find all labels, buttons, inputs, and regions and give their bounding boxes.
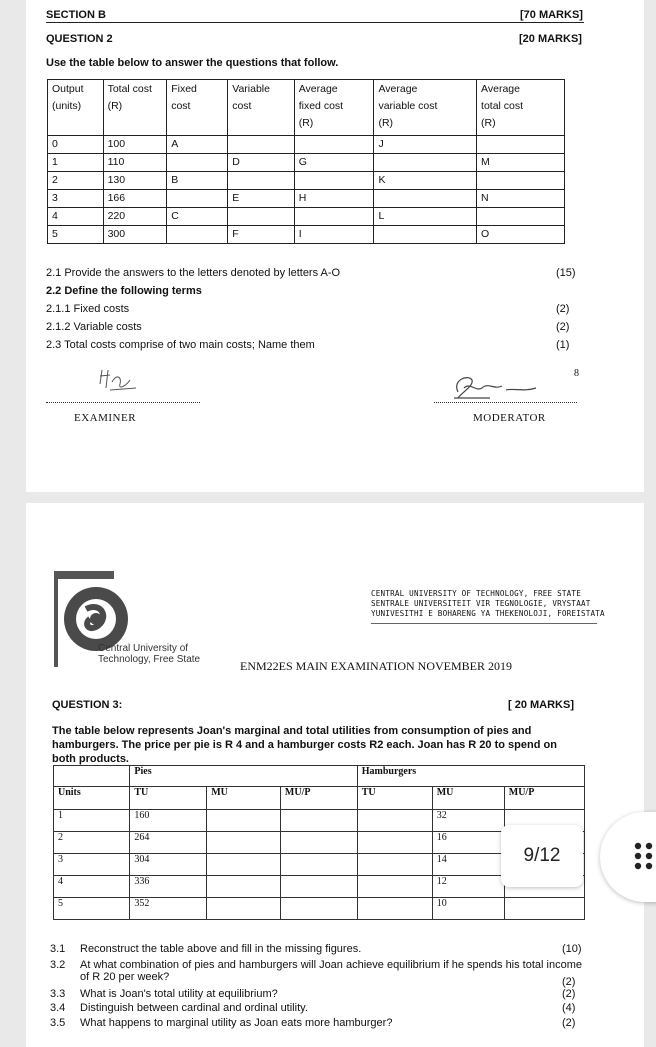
examiner-label: EXAMINER — [74, 412, 137, 424]
utility-table-cell: 10 — [432, 898, 504, 920]
examiner-signature — [96, 366, 146, 394]
header-line: Fixed — [171, 83, 197, 95]
utility-table-cell — [280, 810, 357, 832]
cost-table-cell: 5 — [48, 226, 104, 244]
utility-table-cell — [280, 876, 357, 898]
cost-table-cell: J — [374, 136, 477, 154]
question-2-item-text: 2.1.2 Variable costs — [46, 321, 142, 333]
question-3-item-text: What is Joan's total utility at equilibrium? — [80, 988, 278, 1000]
cost-table-cell: L — [374, 208, 477, 226]
question-2-item-marks: (2) — [556, 303, 570, 315]
cost-table-cell: M — [477, 154, 565, 172]
question-2-item-marks: (15) — [556, 267, 576, 279]
header-line: cost — [232, 100, 252, 112]
utility-table-cell: 3 — [54, 854, 130, 876]
cost-table-cell — [477, 208, 565, 226]
cost-table-cell: F — [228, 226, 295, 244]
question-3-item-marks: (2) — [562, 1017, 576, 1029]
utility-table-cell — [357, 854, 432, 876]
cost-table-cell: G — [294, 154, 374, 172]
cost-table-cell — [374, 154, 477, 172]
header-line: (R) — [107, 100, 123, 112]
cost-table-row — [48, 154, 565, 172]
cost-table — [47, 79, 565, 244]
cost-table-cell: O — [477, 226, 565, 244]
question-3-title: QUESTION 3: — [52, 699, 123, 711]
cost-table-row — [48, 208, 565, 226]
moderator-line — [434, 402, 577, 403]
cost-table-cell: B — [167, 172, 228, 190]
question-3-item-marks: (10) — [562, 943, 582, 955]
university-name — [371, 589, 605, 619]
question-3-item-number: 3.1 — [50, 943, 66, 955]
utility-table-cell — [504, 898, 584, 920]
header-line: Total cost — [107, 83, 152, 95]
document-page-1 — [26, 0, 644, 492]
utility-table-header-cell: MU/P — [280, 787, 357, 810]
moderator-signature — [450, 370, 554, 402]
utility-table-cell — [207, 832, 281, 854]
header-line: fixed cost — [298, 100, 344, 112]
cost-table-cell: 1 — [48, 154, 104, 172]
section-title: SECTION B — [46, 9, 106, 21]
cost-table-cell: 110 — [103, 154, 167, 172]
utility-table-cell: 304 — [130, 854, 207, 876]
utility-table-header-cell: TU — [357, 787, 432, 810]
utility-table-cell: 2 — [54, 832, 130, 854]
question-2-item-marks: (2) — [556, 321, 570, 333]
header-line: (R) — [298, 117, 314, 129]
header-line: total cost — [481, 100, 524, 112]
question-3-item-marks: (4) — [562, 1002, 576, 1014]
cost-table-cell: D — [228, 154, 295, 172]
utility-table-cell — [280, 854, 357, 876]
utility-table-cell — [280, 898, 357, 920]
hamburgers-group-header: Hamburgers — [357, 766, 584, 787]
header-line: Variable — [232, 83, 270, 95]
utility-table-cell: 160 — [130, 810, 207, 832]
header-line: Average — [481, 83, 520, 95]
cost-table-header-cell — [228, 80, 295, 136]
cost-table-cell: A — [167, 136, 228, 154]
question-3-item-text: At what combination of pies and hamburgers will Joan achieve equilibrium if he spends his total income of R 20 per week? — [80, 959, 582, 983]
question-2-item-text: 2.1.1 Fixed costs — [46, 303, 130, 315]
university-name-en: CENTRAL UNIVERSITY OF TECHNOLOGY, FREE STATE — [371, 589, 581, 598]
header-line: (R) — [481, 117, 496, 129]
question-3-marks: [ 20 MARKS] — [508, 699, 575, 711]
cost-table-cell: 3 — [48, 190, 104, 208]
utility-table-cell — [357, 810, 432, 832]
cost-table-header-cell — [477, 80, 565, 136]
grid-dots-icon — [634, 842, 654, 872]
page-number: 8 — [574, 368, 579, 379]
header-line: (units) — [52, 100, 82, 112]
utility-table-cell: 16 — [432, 832, 504, 854]
question-2-item-text: 2.1 Provide the answers to the letters denoted by letters A-O — [46, 267, 341, 279]
utility-table-cell: 32 — [432, 810, 504, 832]
cost-table-cell — [167, 226, 228, 244]
cost-table-cell — [477, 136, 565, 154]
utility-table-cell — [357, 876, 432, 898]
logo-caption — [98, 643, 200, 665]
cost-table-cell — [294, 208, 374, 226]
header-line: Output — [52, 83, 84, 95]
question-3-item-text: Reconstruct the table above and fill in the missing figures. — [80, 943, 362, 955]
utility-table-header-cell: MU — [207, 787, 281, 810]
utility-table-cell: 352 — [130, 898, 207, 920]
cost-table-cell: I — [294, 226, 374, 244]
section-underline — [46, 22, 584, 23]
utility-table-cell: 1 — [54, 810, 130, 832]
question-3-intro: The table below represents Joan's marginal and total utilities from consumption of pies and hamburgers. The price per pie is R 4 and a hamburger costs R2 each. Joan has R 20 to spend on both products. — [52, 725, 557, 765]
section-marks: [70 MARKS] — [520, 9, 583, 21]
question-3-item-number: 3.3 — [50, 988, 66, 1000]
cost-table-cell: 300 — [103, 226, 167, 244]
question-2-item-marks: (1) — [556, 339, 570, 351]
cost-table-cell: H — [294, 190, 374, 208]
cost-table-cell — [294, 136, 374, 154]
question-3-item-number: 3.4 — [50, 1002, 66, 1014]
cost-table-cell: 4 — [48, 208, 104, 226]
question-2-item-text: 2.3 Total costs comprise of two main costs; Name them — [46, 339, 315, 351]
cost-table-cell: C — [167, 208, 228, 226]
utility-table-cell — [207, 810, 281, 832]
header-line: Average — [378, 83, 418, 95]
cost-table-row — [48, 136, 565, 154]
cost-table-cell: 166 — [103, 190, 167, 208]
question-3-item-number: 3.5 — [50, 1017, 66, 1029]
cost-table-row — [48, 226, 565, 244]
utility-table-header-cell: TU — [130, 787, 207, 810]
page-indicator: 9/12 — [501, 825, 583, 887]
university-name-af: SENTRALE UNIVERSITEIT VIR TEGNOLOGIE, VRYSTAAT — [371, 599, 591, 608]
exam-title: ENM22ES MAIN EXAMINATION NOVEMBER 2019 — [240, 659, 512, 673]
cost-table-cell — [294, 172, 374, 190]
cost-table-row — [48, 190, 565, 208]
utility-table-header-row — [54, 787, 585, 810]
cost-table-header-cell — [48, 80, 104, 136]
question-3-item-number: 3.2 — [50, 959, 66, 971]
utility-table-group-row — [54, 766, 585, 787]
cost-table-cell — [167, 190, 228, 208]
header-line: cost — [171, 100, 191, 112]
utility-table-cell: 4 — [54, 876, 130, 898]
cost-table-cell — [228, 208, 295, 226]
cost-table-header-row — [48, 80, 565, 136]
document-page-2 — [26, 503, 644, 1047]
cost-table-cell — [228, 172, 295, 190]
question-3-item-text: Distinguish between cardinal and ordinal utility. — [80, 1002, 308, 1014]
cost-table-cell: E — [228, 190, 295, 208]
examiner-line — [46, 402, 200, 403]
question-2-instruction: Use the table below to answer the questions that follow. — [46, 57, 339, 69]
question-2-marks: [20 MARKS] — [519, 33, 582, 45]
cost-table-cell: 100 — [103, 136, 167, 154]
cost-table-cell: 2 — [48, 172, 104, 190]
cost-table-header-cell — [294, 80, 374, 136]
logo-caption-line-1: Central University of — [98, 643, 189, 654]
header-rule — [371, 623, 597, 624]
header-line: Average — [298, 83, 338, 95]
cost-table-cell: 220 — [103, 208, 167, 226]
utility-table-cell — [207, 876, 281, 898]
cost-table-row — [48, 172, 565, 190]
header-line: (R) — [378, 117, 394, 129]
utility-table-cell: 5 — [54, 898, 130, 920]
cost-table-cell — [477, 172, 565, 190]
utility-table-row — [54, 898, 585, 920]
cost-table-cell: 130 — [103, 172, 167, 190]
moderator-label: MODERATOR — [473, 412, 546, 424]
utility-table-cell — [280, 832, 357, 854]
cost-table-cell — [228, 136, 295, 154]
utility-table-cell — [357, 832, 432, 854]
cost-table-cell — [374, 190, 477, 208]
utility-table-header-cell: MU/P — [504, 787, 584, 810]
utility-table-cell: 336 — [130, 876, 207, 898]
logo-caption-line-2: Technology, Free State — [98, 654, 201, 665]
cost-table-cell — [374, 226, 477, 244]
question-3-item-marks: (2) — [562, 976, 576, 988]
cost-table-cell: K — [374, 172, 477, 190]
pies-group-header: Pies — [130, 766, 357, 787]
cost-table-header-cell — [167, 80, 228, 136]
question-2-title: QUESTION 2 — [46, 33, 113, 45]
header-line: variable cost — [378, 100, 438, 112]
cost-table-cell: N — [477, 190, 565, 208]
utility-table-cell: 264 — [130, 832, 207, 854]
question-2-item-text: 2.2 Define the following terms — [46, 285, 202, 297]
cost-table-header-cell — [374, 80, 477, 136]
cost-table-header-cell — [103, 80, 167, 136]
utility-table-blank-cell — [54, 766, 130, 787]
utility-table-cell — [207, 854, 281, 876]
question-3-item-text: What happens to marginal utility as Joan eats more hamburger? — [80, 1017, 393, 1029]
question-3-item-marks: (2) — [562, 988, 576, 1000]
cost-table-cell — [167, 154, 228, 172]
utility-table-cell: 12 — [432, 876, 504, 898]
cost-table-cell: 0 — [48, 136, 104, 154]
utility-table-cell — [207, 898, 281, 920]
university-name-st: YUNIVESITHI E BOHARENG YA THEKENOLOJI, FOREISTATA — [371, 609, 605, 618]
utility-table-header-cell: MU — [432, 787, 504, 810]
utility-table-cell — [357, 898, 432, 920]
utility-table-header-cell: Units — [54, 787, 130, 810]
utility-table-cell: 14 — [432, 854, 504, 876]
